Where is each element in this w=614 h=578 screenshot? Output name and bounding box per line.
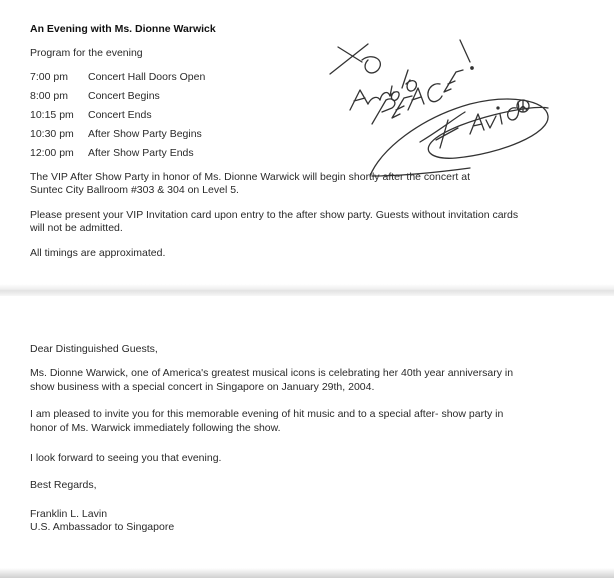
invitation-note-line: Please present your VIP Invitation card upon entry to the after show party. Guests without invitation cards (30, 209, 519, 221)
invitation-note-line: will not be admitted. (30, 222, 123, 234)
letter-paragraph-line: show business with a special concert in Singapore on January 29th, 2004. (30, 381, 375, 393)
signer-name: Franklin L. Lavin (30, 508, 108, 520)
schedule-event: After Show Party Ends (88, 147, 194, 159)
vip-party-line: Suntec City Ballroom #303 & 304 on Level 5. (30, 184, 239, 196)
letter-paragraph-line: I am pleased to invite you for this memorable evening of hit music and to a special after- show party in (30, 408, 504, 420)
schedule-time: 10:15 pm (30, 109, 74, 121)
letter-salutation: Dear Distinguished Guests, (30, 343, 158, 355)
schedule-time: 10:30 pm (30, 128, 74, 140)
timings-note: All timings are approximated. (30, 247, 166, 259)
program-title: An Evening with Ms. Dionne Warwick (30, 23, 216, 35)
vip-party-line: The VIP After Show Party in honor of Ms. Dionne Warwick will begin shortly after the concert at (30, 171, 471, 183)
signer-title: U.S. Ambassador to Singapore (30, 521, 175, 533)
letter-paragraph-line: honor of Ms. Warwick immediately following the show. (30, 422, 281, 434)
schedule-time: 7:00 pm (30, 71, 68, 83)
program-subtitle: Program for the evening (30, 47, 143, 59)
schedule-event: Concert Begins (88, 90, 160, 102)
letter-closing: Best Regards, (30, 479, 97, 491)
scan-edge-shadow (0, 568, 614, 578)
letter-paragraph: I look forward to seeing you that evening. (30, 452, 222, 464)
schedule-time: 12:00 pm (30, 147, 74, 159)
schedule-time: 8:00 pm (30, 90, 68, 102)
schedule-event: Concert Hall Doors Open (88, 71, 206, 83)
letter-paragraph-line: Ms. Dionne Warwick, one of America's greatest musical icons is celebrating her 40th year anniversary in (30, 367, 514, 379)
schedule-event: After Show Party Begins (88, 128, 202, 140)
schedule-event: Concert Ends (88, 109, 152, 121)
